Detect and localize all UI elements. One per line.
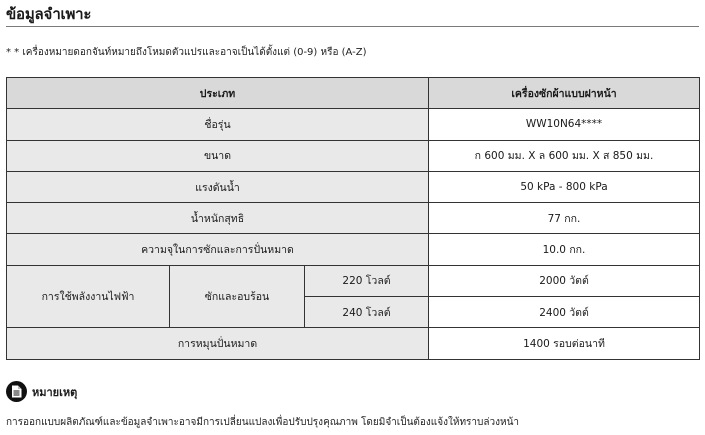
- model-value: WW10N64****: [429, 109, 700, 140]
- table-row: [7, 328, 700, 359]
- pressure-label: แรงดันน้ำ: [7, 171, 429, 202]
- power-label: การใช้พลังงานไฟฟ้า: [7, 265, 170, 328]
- footnote: * * เครื่องหมายดอกจันท์หมายถึงโหมดตัวแปรและอาจเป็นได้ตั้งแต่ (0-9) หรือ (A-Z): [6, 47, 367, 58]
- capacity-label: ความจุในการซักและการปั่นหมาด: [7, 234, 429, 265]
- size-label: ขนาด: [7, 140, 429, 171]
- note-label: หมายเหตุ: [32, 385, 78, 399]
- spin-value: 1400 รอบต่อนาที: [429, 328, 700, 359]
- table-row: [7, 234, 700, 265]
- pressure-value: 50 kPa - 800 kPa: [429, 171, 700, 202]
- note-text: การออกแบบผลิตภัณฑ์และข้อมูลจำเพาะอาจมีการเปลี่ยนแปลงเพื่อปรับปรุงคุณภาพ โดยมิจำเป็นต้องแจ้งให้ทราบล่วงหน้า: [6, 417, 520, 428]
- table-row: [7, 171, 700, 202]
- voltage-220: 220 โวลต์: [305, 265, 429, 296]
- model-label: ชื่อรุ่น: [7, 109, 429, 140]
- voltage-240: 240 โวลต์: [305, 297, 429, 328]
- table-row: [7, 109, 700, 140]
- header-category: ประเภท: [7, 78, 429, 109]
- capacity-value: 10.0 กก.: [429, 234, 700, 265]
- title-divider: [6, 26, 699, 27]
- note-heading: [6, 381, 77, 402]
- spin-label: การหมุนปั่นหมาด: [7, 328, 429, 359]
- watts-220: 2000 วัตต์: [429, 265, 700, 296]
- table-row: [7, 140, 700, 171]
- page-title: ข้อมูลจำเพาะ: [6, 5, 92, 23]
- watts-240: 2400 วัตต์: [429, 297, 700, 328]
- size-value: ก 600 มม. X ล 600 มม. X ส 850 มม.: [429, 140, 700, 171]
- power-mode: ซักและอบร้อน: [170, 265, 305, 328]
- header-product: เครื่องซักผ้าแบบฝาหน้า: [429, 78, 700, 109]
- specification-table: [6, 77, 700, 360]
- table-row: [7, 265, 700, 296]
- weight-label: น้ำหนักสุทธิ: [7, 203, 429, 234]
- note-icon: [6, 381, 27, 402]
- table-header-row: [7, 78, 700, 109]
- table-row: [7, 203, 700, 234]
- weight-value: 77 กก.: [429, 203, 700, 234]
